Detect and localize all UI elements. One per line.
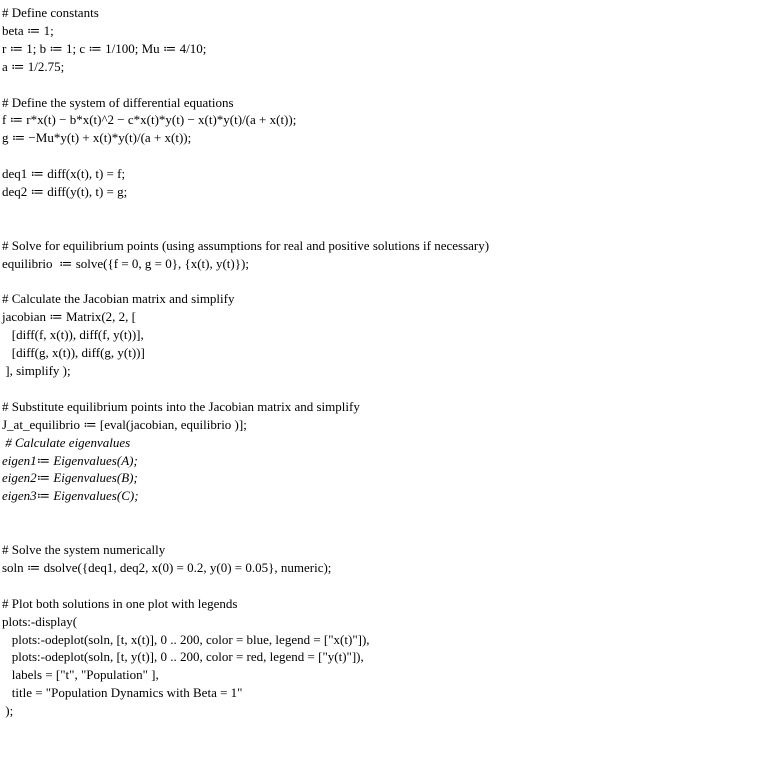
- comment-line[interactable]: # Define constants: [2, 5, 99, 20]
- code-line[interactable]: r ≔ 1; b ≔ 1; c ≔ 1/100; Mu ≔ 4/10;: [2, 40, 207, 56]
- code-line[interactable]: deq2 ≔ diff(y(t), t) = g;: [2, 184, 128, 199]
- code-line[interactable]: eigen3≔ Eigenvalues(C);: [2, 488, 139, 504]
- code-line[interactable]: soln ≔ dsolve({deq1, deq2, x(0) = 0.2, y(0) = 0.05}, numeric);: [2, 559, 332, 575]
- code-line[interactable]: eigen2≔ Eigenvalues(B);: [2, 470, 138, 486]
- code-line[interactable]: deq1 ≔ diff(x(t), t) = f;: [2, 166, 126, 182]
- code-line[interactable]: jacobian ≔ Matrix(2, 2, [: [2, 309, 137, 325]
- comment-line[interactable]: # Plot both solutions in one plot with legends: [2, 595, 238, 611]
- comment-line[interactable]: # Solve the system numerically: [2, 542, 166, 557]
- code-line[interactable]: [diff(g, x(t)), diff(g, y(t))]: [2, 345, 145, 361]
- comment-line[interactable]: # Solve for equilibrium points (using assumptions for real and positive solutions if necessary): [2, 237, 490, 253]
- code-line[interactable]: equilibrio ≔ solve({f = 0, g = 0}, {x(t), y(t)});: [2, 255, 249, 271]
- code-line[interactable]: plots:-odeplot(soln, [t, y(t)], 0 .. 200, color = red, legend = ["y(t)"]),: [2, 649, 364, 665]
- code-line[interactable]: );: [2, 703, 14, 719]
- code-line[interactable]: eigen1≔ Eigenvalues(A);: [2, 452, 138, 468]
- code-line[interactable]: a ≔ 1/2.75;: [2, 58, 65, 74]
- comment-line[interactable]: # Calculate the Jacobian matrix and simplify: [2, 291, 235, 307]
- comment-line[interactable]: # Substitute equilibrium points into the Jacobian matrix and simplify: [2, 398, 360, 414]
- code-line[interactable]: plots:-display(: [2, 613, 78, 629]
- code-line[interactable]: f ≔ r*x(t) − b*x(t)^2 − c*x(t)*y(t) − x(t)*y(t)/(a + x(t));: [2, 112, 297, 128]
- code-line[interactable]: labels = ["t", "Population" ],: [2, 667, 159, 683]
- code-line[interactable]: [diff(f, x(t)), diff(f, y(t))],: [2, 327, 144, 343]
- code-line[interactable]: beta ≔ 1;: [2, 22, 54, 38]
- comment-line[interactable]: # Calculate eigenvalues: [2, 434, 131, 450]
- code-line[interactable]: g ≔ −Mu*y(t) + x(t)*y(t)/(a + x(t));: [2, 130, 192, 146]
- comment-line[interactable]: # Define the system of differential equations: [2, 94, 234, 110]
- code-line[interactable]: plots:-odeplot(soln, [t, x(t)], 0 .. 200, color = blue, legend = ["x(t)"]),: [2, 631, 370, 647]
- code-line[interactable]: title = "Population Dynamics with Beta = 1": [2, 685, 243, 701]
- code-line[interactable]: J_at_equilibrio ≔ [eval(jacobian, equilibrio )];: [2, 416, 247, 432]
- code-line[interactable]: ], simplify );: [2, 363, 71, 378]
